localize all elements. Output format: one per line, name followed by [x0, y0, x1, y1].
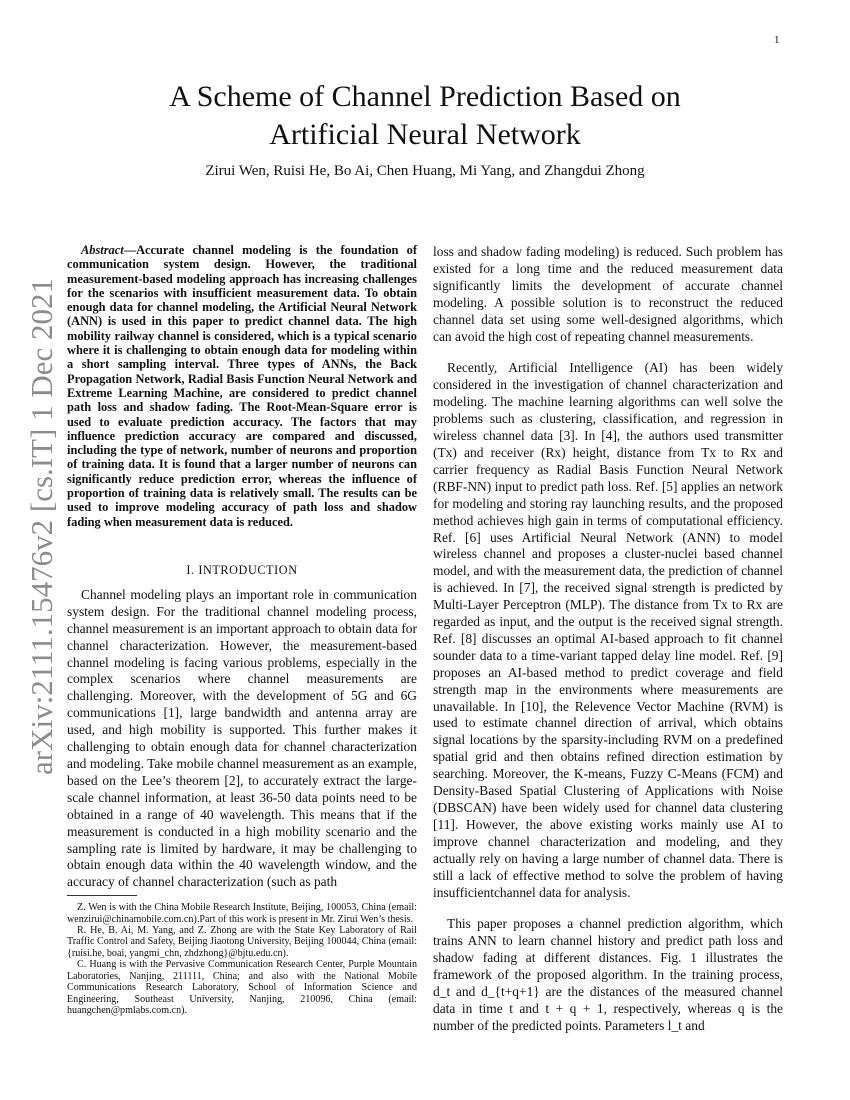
- footnote: Z. Wen is with the China Mobile Research Institute, Beijing, 100053, China (email: wenzirui@chinamobile.com.cn).Part of this work is present in Mr. Zirui Wen’s thesis.: [67, 902, 417, 925]
- intro-paragraph-1: Channel modeling plays an important role in communication system design. For the traditional channel modeling process, channel measurement is an important approach to obtain data for channel characterization. However, the measurement-based channel modeling is facing various problems, especially in the complex scenarios where channel measurements are challenging. Moreover, with the development of 5G and 6G communications [1], large bandwidth and antenna array are used, and high mobility is supported. This further makes it challenging to obtain enough data for channel characterization and modeling. Take mobile channel measurement as an example, based on the Lee’s theorem [2], to accurately extract the large-scale channel information, at least 36-50 data points need to be obtained in a range of 40 wavelength. This means that if the measurement is conducted in a high mobility scenario and the sampling rate is limited by hardware, it may be challenging to obtain enough data within the 40 wavelength window, and the accuracy of channel characterization (such as path: [67, 586, 417, 890]
- footnote-rule: [67, 895, 137, 896]
- footnotes: [67, 902, 417, 1016]
- footnote: C. Huang is with the Pervasive Communication Research Center, Purple Mountain Laboratories, Nanjing, 211111, China; and also with the National Mobile Communications Research Laboratory, School of Information Science and Engineering, Southeast University, Nanjing, 210096, China (email: huangchen@pmlabs.com.cn).: [67, 959, 417, 1016]
- abstract: [67, 243, 417, 529]
- page-number: 1: [774, 34, 780, 46]
- body-paragraph: loss and shadow fading modeling) is reduced. Such problem has existed for a long time and the reduced measurement data significantly limits the development of accurate channel modeling. A possible solution is to reconstruct the reduced channel data set using some well-designed algorithms, which can avoid the high cost of repeating channel measurements.: [433, 244, 783, 344]
- right-column: [433, 244, 783, 1035]
- author-list: Zirui Wen, Ruisi He, Bo Ai, Chen Huang, Mi Yang, and Zhangdui Zhong: [205, 163, 645, 179]
- body-paragraph: Recently, Artificial Intelligence (AI) has been widely considered in the investigation of channel characterization and modeling. The machine learning algorithms can well solve the problems such as clustering, classification, and regression in wireless channel data [3]. In [4], the authors used transmitter (Tx) and receiver (Rx) height, distance from Tx to Rx and carrier frequency as Radial Basis Function Neural Network (RBF-NN) input to predict path loss. Ref. [5] applies an network for modeling and storing ray launching results, and the proposed method achieves high gain in terms of computational efficiency. Ref. [6] uses Artificial Neural Network (ANN) to model wireless channel and proposes a cluster-nuclei based channel model, and with the measurement data, the prediction of channel is achieved. In [7], the received signal strength is predicted by Multi-Layer Perceptron (MLP). The distance from Tx to Rx are regarded as input, and the output is the received signal strength. Ref. [8] discusses an optimal AI-based approach to fit channel sounder data to a time-variant tapped delay line model. Ref. [9] proposes an AI-based method to predict coverage and field strength map in the environments where measurements are unavailable. In [10], the Relevence Vector Machine (RVM) is used to estimate channel direction of arrival, which obtains signal locations by the sparsity-including RVM on a predefined spatial grid and then obtains refined direction estimation by searching. Moreover, the K-means, Fuzzy C-Means (FCM) and Density-Based Spatial Clustering of Applications with Noise (DBSCAN) have been widely used for channel data clustering [11]. However, the above existing works mainly use AI to improve channel characterization and modeling, and they actually rely on having a large number of channel data. There is still a lack of effective method to solve the problem of having insufficientchannel data for analysis.: [433, 360, 783, 900]
- arxiv-identifier: arXiv:2111.15476v2 [cs.IT] 1 Dec 2021: [24, 277, 59, 775]
- left-column: [67, 243, 417, 1016]
- paper-title: [80, 78, 770, 154]
- section-heading-introduction: I. INTRODUCTION: [186, 562, 298, 577]
- abstract-label: Abstract: [81, 243, 124, 257]
- title-line-2: Artificial Neural Network: [269, 118, 581, 151]
- footnote: R. He, B. Ai, M. Yang, and Z. Zhong are with the State Key Laboratory of Rail Traffic Control and Safety, Beijing Jiaotong University, Beijing 100044, China (email: {ruisi.he, boai, yangmi_chn, zhdzhong}@bjtu.edu.cn).: [67, 925, 417, 959]
- title-line-1: A Scheme of Channel Prediction Based on: [169, 80, 681, 113]
- abstract-text: —Accurate channel modeling is the foundation of communication system design. However, the traditional measurement-based modeling approach has increasing challenges for the scenarios with insufficient measurement data. To obtain enough data for channel modeling, the Artificial Neural Network (ANN) is used in this paper to predict channel data. The high mobility railway channel is considered, which is a typical scenario where it is challenging to obtain enough data for modeling within a short sampling interval. Three types of ANNs, the Back Propagation Network, Radial Basis Function Neural Network and Extreme Learning Machine, are considered to predict channel path loss and shadow fading. The Root-Mean-Square error is used to evaluate prediction accuracy. The factors that may influence prediction accuracy are compared and discussed, including the type of network, number of neurons and proportion of training data. It is found that a larger number of neurons can significantly reduce prediction error, whereas the influence of proportion of training data is relatively small. The results can be used to improve modeling accuracy of path loss and shadow fading when measurement data is reduced.: [67, 243, 417, 529]
- body-paragraph: This paper proposes a channel prediction algorithm, which trains ANN to learn channel history and predict path loss and shadow fading at different distances. Fig. 1 illustrates the framework of the proposed algorithm. In the training process, d_t and d_{t+q+1} are the distances of the measured channel data in time t and t + q + 1, respectively, whereas q is the number of the predicted points. Parameters l_t and: [433, 916, 783, 1033]
